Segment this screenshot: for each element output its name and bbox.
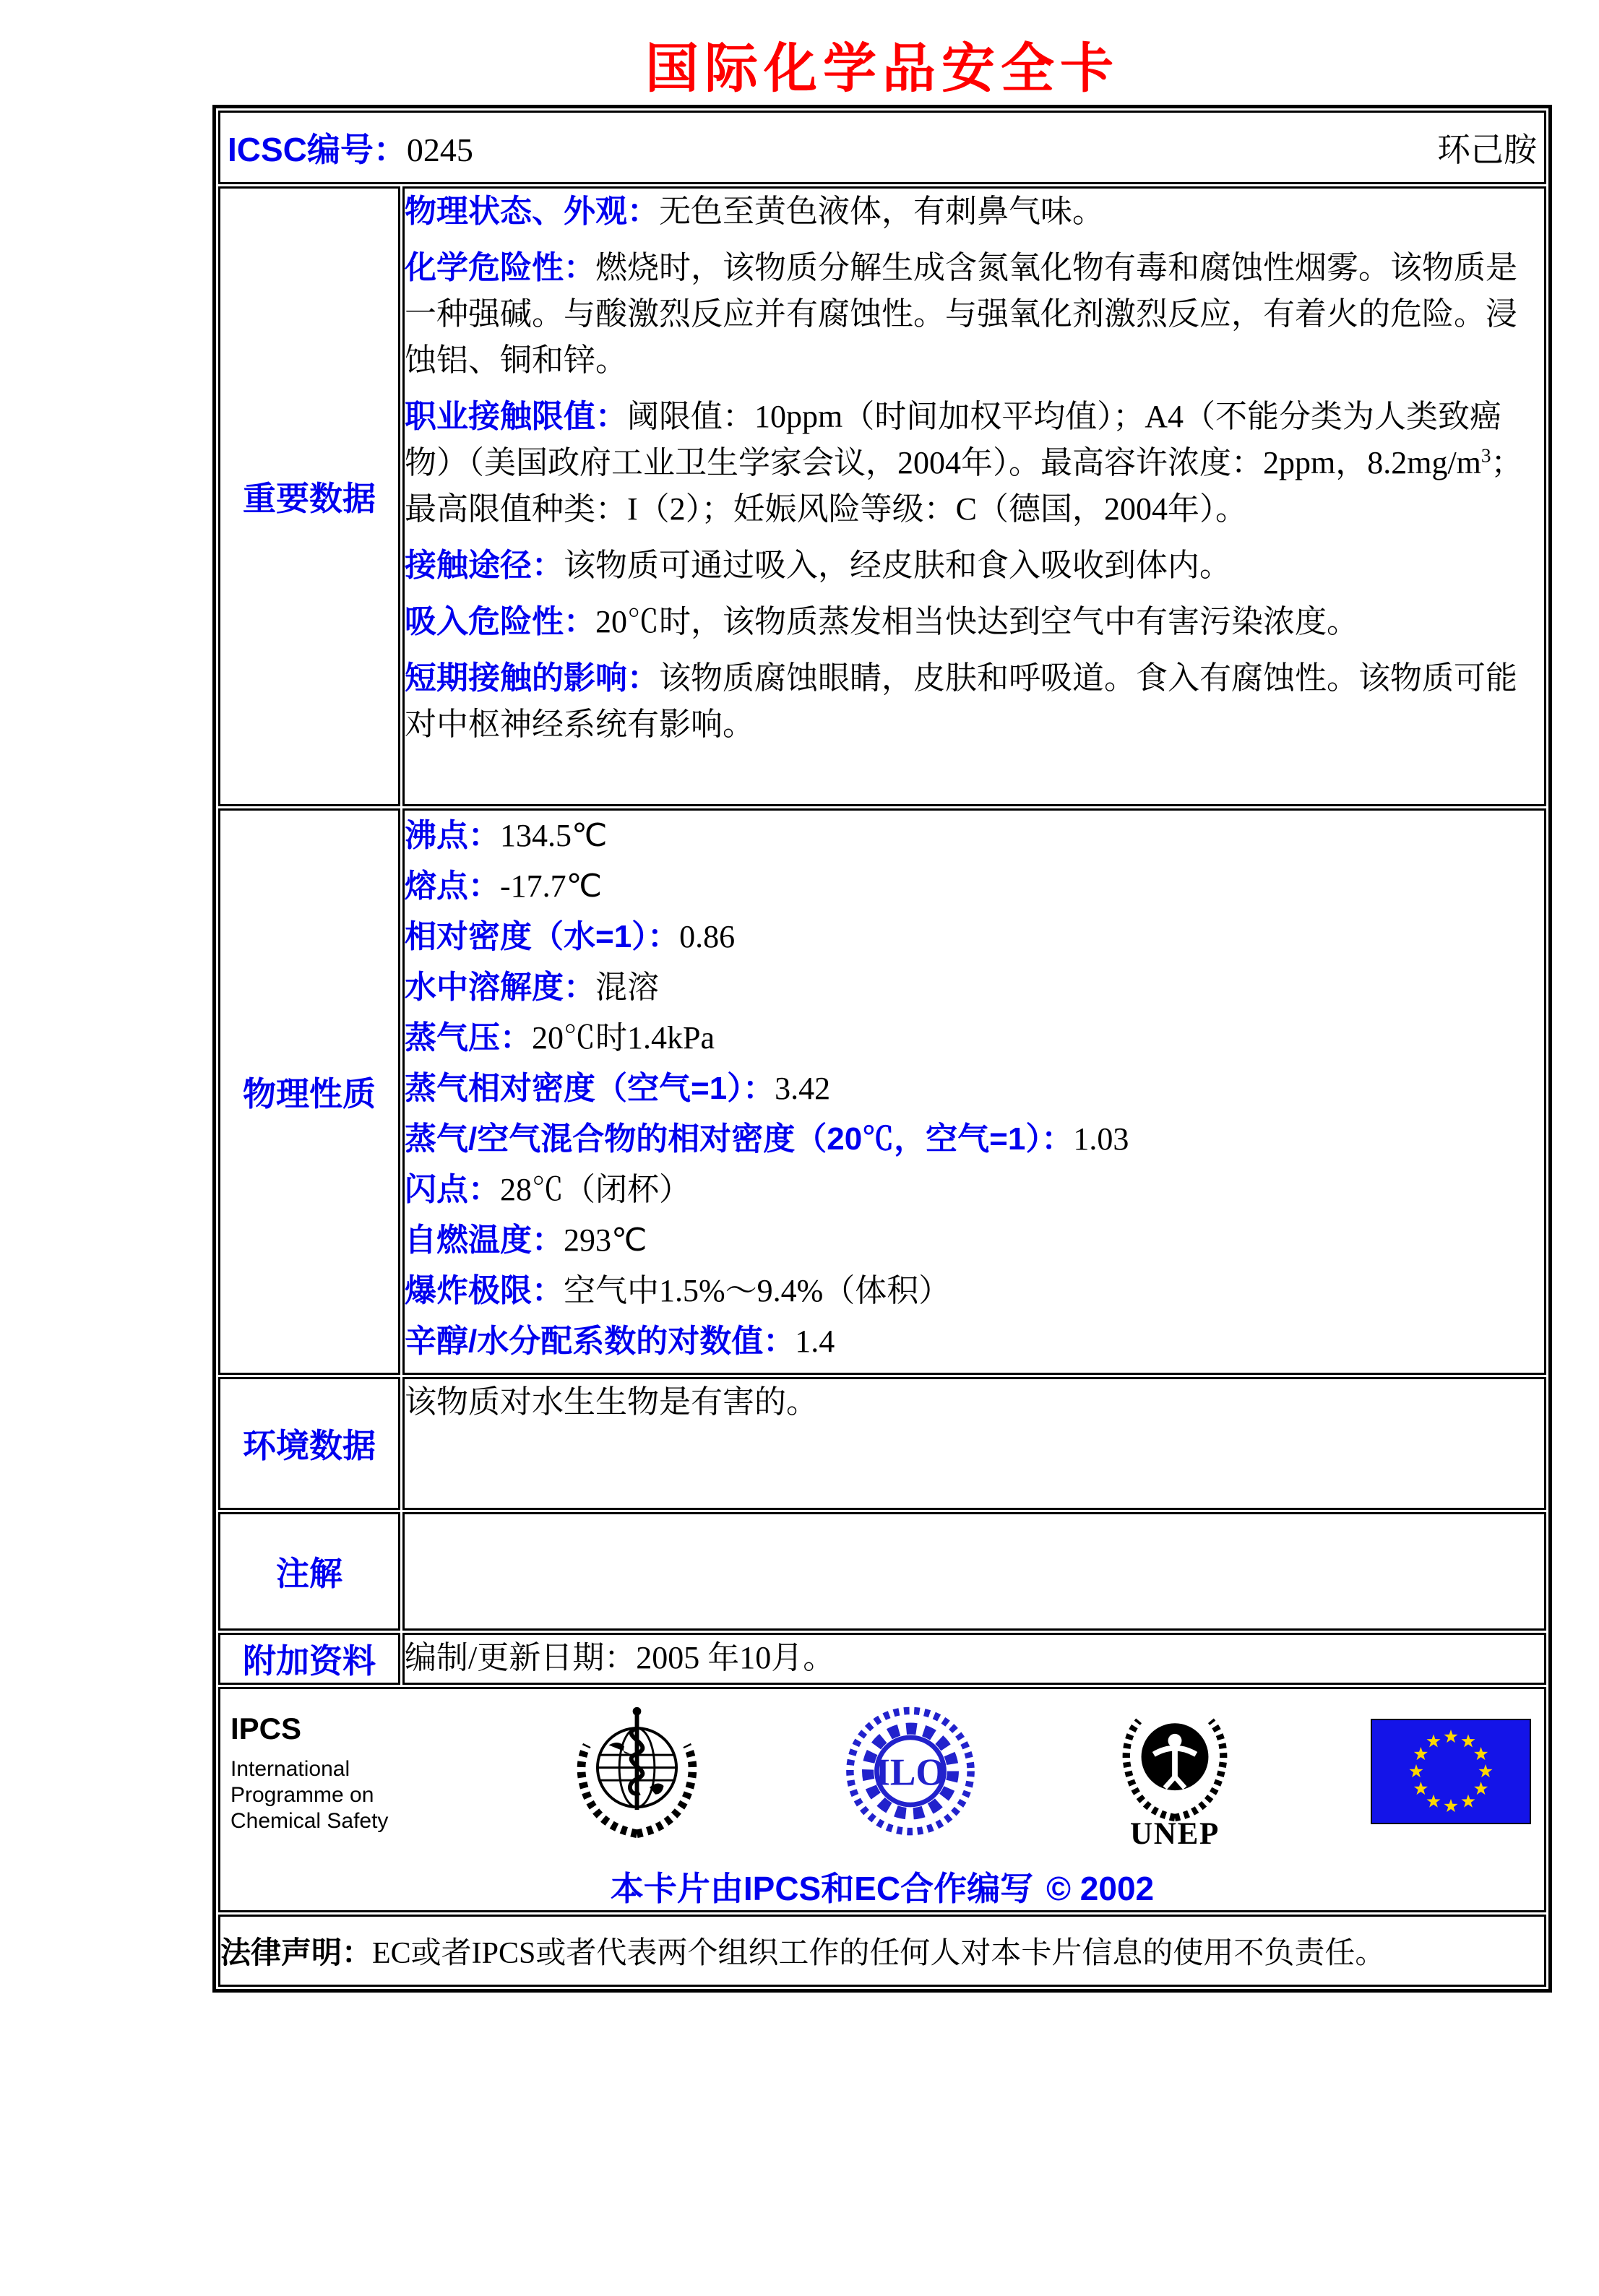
- icsc-bar: [220, 113, 1544, 182]
- logos-row: [218, 1687, 1546, 1912]
- additional-info-content: 编制/更新日期：2005 年10月。: [402, 1633, 1546, 1685]
- chemical-name: 环己胺: [1437, 131, 1537, 168]
- legal-label: 法律声明：: [220, 1935, 373, 1969]
- environment-row: [218, 1377, 1546, 1510]
- ilo-letters: ILO: [874, 1751, 946, 1794]
- icsc-number-group: [228, 124, 473, 171]
- physical-properties-content: [402, 808, 1546, 1375]
- footer-caption: 本卡片由IPCS和EC合作编写 © 2002: [610, 1870, 1155, 1907]
- ilo-emblem-icon: [842, 1701, 979, 1845]
- icsc-number-label: ICSC编号：: [228, 131, 407, 168]
- notes-row: [218, 1512, 1546, 1631]
- icsc-number-value: 0245: [406, 131, 473, 168]
- header-row: [218, 111, 1546, 184]
- notes-content: [402, 1512, 1546, 1631]
- inhalation-risk-line: 吸入危险性：20℃时，该物质蒸发相当快达到空气中有害污染浓度。: [405, 604, 1358, 639]
- unep-letters: UNEP: [1129, 1817, 1220, 1849]
- environment-content: 该物质对水生生物是有害的。: [402, 1377, 1546, 1510]
- who-emblem-icon: [566, 1703, 707, 1844]
- additional-info-label: 附加资料: [218, 1633, 400, 1685]
- short-term-effects-line: 短期接触的影响：该物质腐蚀眼睛，皮肤和呼吸道。食入有腐蚀性。该物质可能对中枢神经系统有影响。: [405, 660, 1517, 742]
- vapor-pressure-line: 蒸气压：20℃时1.4kPa: [405, 1020, 715, 1056]
- vapor-air-mixture-line: 蒸气/空气混合物的相对密度（20℃，空气=1）：1.03: [405, 1121, 1129, 1157]
- important-data-content: [402, 186, 1546, 806]
- vapor-density-line: 蒸气相对密度（空气=1）：3.42: [405, 1071, 831, 1106]
- melting-point-line: 熔点：-17.7℃: [405, 868, 603, 904]
- logo-row: [220, 1689, 1544, 1852]
- unep-emblem-icon: [1113, 1693, 1237, 1852]
- ipcs-text-block: IPCS International Programme on Chemical Safety: [230, 1712, 433, 1834]
- water-solubility-line: 水中溶解度：混溶: [405, 970, 659, 1005]
- physical-properties-row: [218, 808, 1546, 1375]
- additional-info-row: [218, 1633, 1546, 1685]
- eu-flag-icon: [1371, 1719, 1531, 1828]
- relative-density-line: 相对密度（水=1）：0.86: [405, 919, 736, 954]
- octanol-water-line: 辛醇/水分配系数的对数值：1.4: [405, 1324, 835, 1359]
- occupational-limits-line: 职业接触限值：阈限值：10ppm（时间加权平均值）；A4（不能分类为人类致癌物）（美国政府工业卫生学家会议，2004年）。最高容许浓度：2ppm，$8.2mg/m^3$；最高限值种类：I（2）；妊娠风险等级：C（德国，2004年）。: [405, 399, 1523, 527]
- icsc-table: [212, 105, 1552, 1993]
- important-data-label: 重要数据: [218, 186, 400, 806]
- boiling-point-line: 沸点：134.5℃: [405, 818, 608, 853]
- superscript-3: 3: [1481, 444, 1491, 467]
- chemical-danger-line: 化学危险性：燃烧时，该物质分解生成含氮氧化物有毒和腐蚀性烟雾。该物质是一种强碱。与酸激烈反应并有腐蚀性。与强氧化剂激烈反应，有着火的危险。浸蚀铝、铜和锌。: [405, 250, 1517, 378]
- environment-label: 环境数据: [218, 1377, 400, 1510]
- exposure-routes-line: 接触途径：该物质可通过吸入，经皮肤和食入吸收到体内。: [405, 548, 1231, 583]
- copyright-text: © 2002: [1046, 1870, 1155, 1907]
- legal-notice: [218, 1915, 1546, 1987]
- ipcs-title: IPCS: [230, 1712, 302, 1745]
- flash-point-line: 闪点：28℃（闭杯）: [405, 1172, 691, 1207]
- legal-row: [218, 1915, 1546, 1987]
- page-title: 国际化学品安全卡: [645, 40, 1119, 99]
- autoignition-line: 自燃温度：293℃: [405, 1222, 647, 1258]
- physical-properties-label: 物理性质: [218, 808, 400, 1375]
- notes-label: 注解: [218, 1512, 400, 1631]
- explosive-limits-line: 爆炸极限：空气中1.5%～9.4%（体积）: [405, 1273, 951, 1308]
- physical-state-line: 物理状态、外观：无色至黄色液体，有刺鼻气味。: [405, 194, 1104, 229]
- legal-text: EC或者IPCS或者代表两个组织工作的任何人对本卡片信息的使用不负责任。: [372, 1937, 1386, 1970]
- important-data-row: [218, 186, 1546, 806]
